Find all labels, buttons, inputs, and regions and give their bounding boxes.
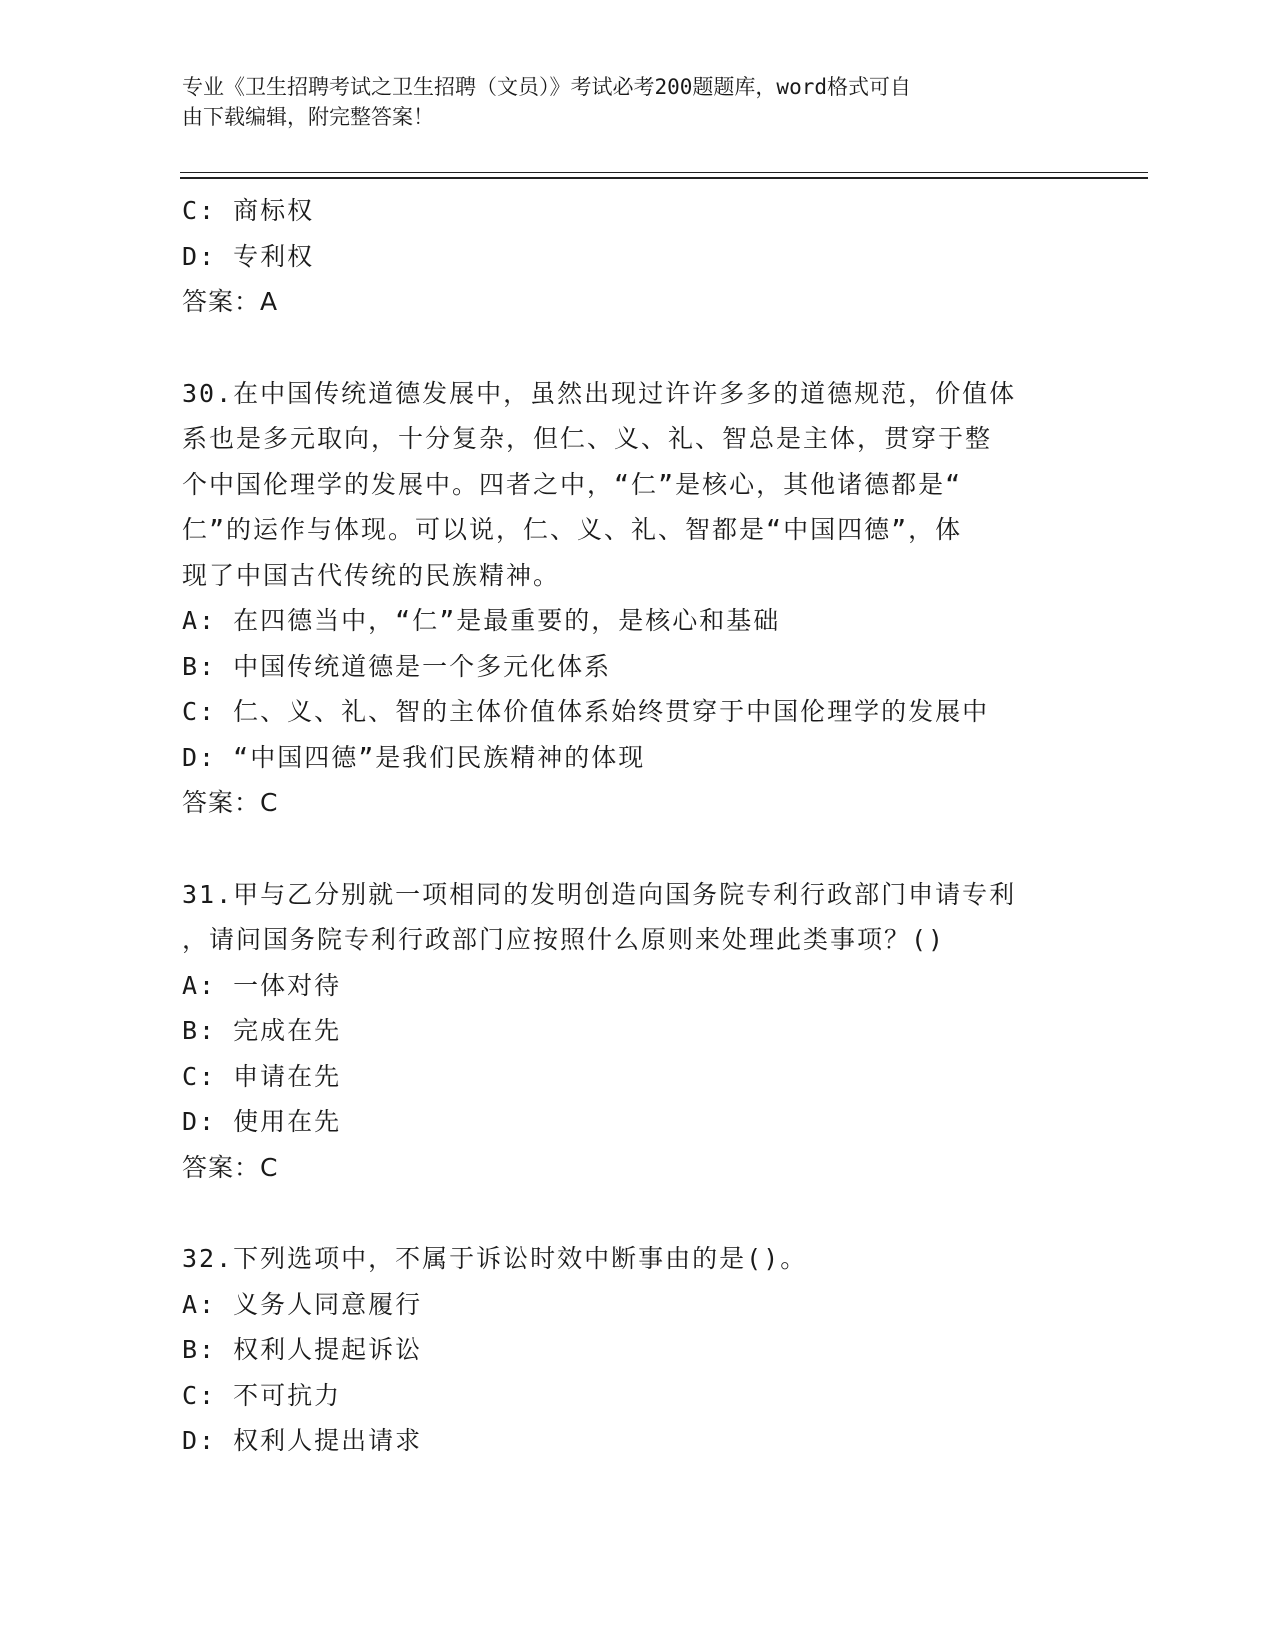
option-b: B: 权利人提起诉讼 xyxy=(182,1335,423,1364)
header-divider-thick xyxy=(180,177,1148,179)
option-a: A: 一体对待 xyxy=(182,970,342,1000)
option-c: C: 仁、义、礼、智的主体价值体系始终贯穿于中国伦理学的发展中 xyxy=(182,697,990,726)
question-stem-line: 仁”的运作与体现。可以说，仁、义、礼、智都是“中国四德”，体 xyxy=(182,515,963,544)
document-header xyxy=(182,72,1062,132)
question-stem-line: ，请问国务院专利行政部门应按照什么原则来处理此类事项？() xyxy=(182,925,946,954)
question-stem-line: 30.在中国传统道德发展中，虽然出现过许许多多的道德规范，价值体 xyxy=(182,378,1017,408)
option-d: D: “中国四德”是我们民族精神的体现 xyxy=(182,742,646,772)
option-c: C: 不可抗力 xyxy=(182,1380,342,1410)
question-29-tail xyxy=(182,188,1082,325)
question-30 xyxy=(182,371,1082,826)
option-d: D: 使用在先 xyxy=(182,1107,342,1136)
question-stem-line: 系也是多元取向，十分复杂，但仁、义、礼、智总是主体，贯穿于整 xyxy=(182,424,993,453)
answer-line: 答案：C xyxy=(182,788,279,817)
option-b: B: 中国传统道德是一个多元化体系 xyxy=(182,651,612,681)
option-a: A: 在四德当中，“仁”是最重要的，是核心和基础 xyxy=(182,606,781,635)
option-d: D: 专利权 xyxy=(182,241,315,271)
answer-line: 答案：A xyxy=(182,287,279,316)
question-list xyxy=(182,188,1082,1464)
option-c: C: 商标权 xyxy=(182,196,315,225)
header-title-line-2: 由下载编辑，附完整答案！ xyxy=(182,105,434,129)
question-stem-line: 31.甲与乙分别就一项相同的发明创造向国务院专利行政部门申请专利 xyxy=(182,879,1017,909)
question-stem-line: 现了中国古代传统的民族精神。 xyxy=(182,560,561,590)
question-stem-line: 个中国伦理学的发展中。四者之中，“仁”是核心，其他诸德都是“ xyxy=(182,469,963,499)
option-d: D: 权利人提出请求 xyxy=(182,1426,423,1455)
question-32 xyxy=(182,1236,1082,1464)
answer-line: 答案：C xyxy=(182,1152,279,1182)
header-title-line-1: 专业《卫生招聘考试之卫生招聘（文员）》考试必考200题题库，word格式可自 xyxy=(182,75,911,99)
header-divider-thin xyxy=(180,172,1148,173)
question-31 xyxy=(182,872,1082,1191)
question-stem-line: 32.下列选项中，不属于诉讼时效中断事由的是()。 xyxy=(182,1244,808,1273)
option-c: C: 申请在先 xyxy=(182,1061,342,1091)
option-a: A: 义务人同意履行 xyxy=(182,1289,423,1319)
option-b: B: 完成在先 xyxy=(182,1016,342,1045)
